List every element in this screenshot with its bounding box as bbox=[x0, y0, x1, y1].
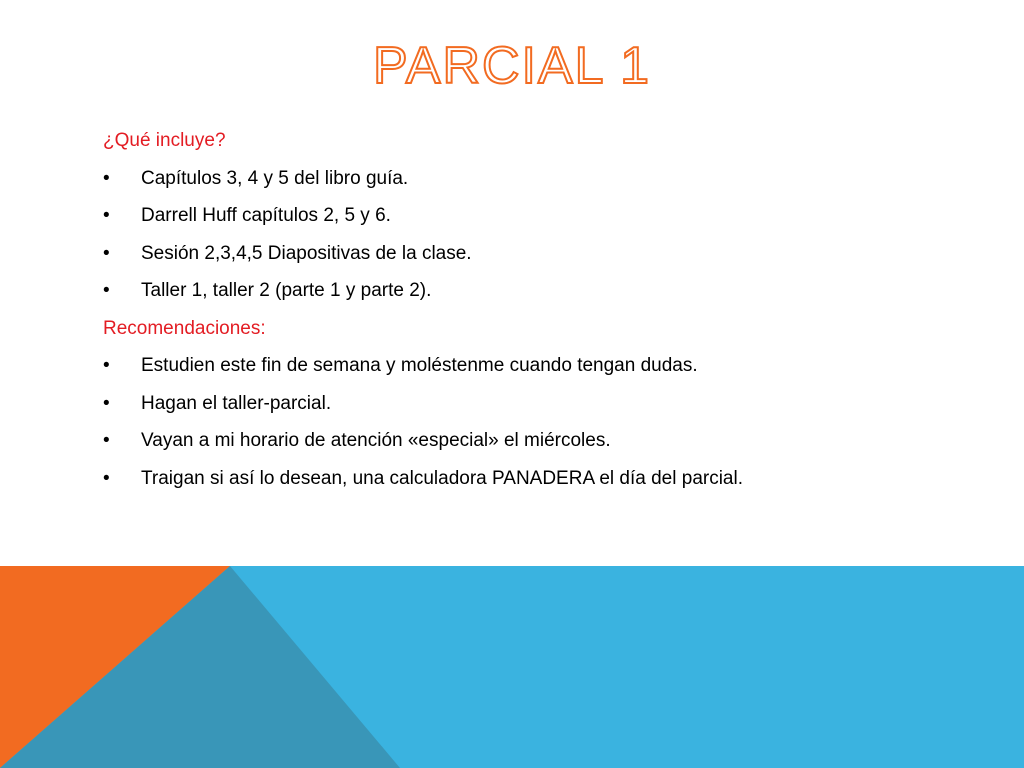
slide-content bbox=[103, 126, 963, 501]
bullet-icon: • bbox=[103, 355, 110, 376]
list-item bbox=[103, 164, 963, 202]
footer-decoration bbox=[0, 566, 1024, 768]
bullet-icon: • bbox=[103, 430, 110, 451]
bullet-list-recommendations bbox=[103, 351, 963, 501]
list-item-text: Hagan el taller-parcial. bbox=[141, 392, 332, 414]
section-heading-recommendations: Recomendaciones: bbox=[103, 317, 266, 339]
bullet-icon: • bbox=[103, 167, 110, 189]
list-item-text: Taller 1, taller 2 (parte 1 y parte 2). bbox=[141, 280, 432, 301]
list-item-text: Estudien este fin de semana y moléstenme cuando tengan dudas. bbox=[141, 355, 698, 376]
bullet-list-includes bbox=[103, 164, 963, 314]
bullet-icon: • bbox=[103, 467, 110, 489]
list-item-text: Traigan si así lo desean, una calculadora PANADERA el día del parcial. bbox=[141, 467, 743, 489]
bullet-icon: • bbox=[103, 392, 110, 414]
list-item bbox=[103, 276, 963, 314]
list-item-text: Sesión 2,3,4,5 Diapositivas de la clase. bbox=[141, 242, 472, 264]
slide-title: PARCIAL 1 bbox=[372, 37, 652, 95]
bullet-icon: • bbox=[103, 242, 110, 264]
list-item-text: Vayan a mi horario de atención «especial» el miércoles. bbox=[141, 430, 611, 451]
list-item-text: Darrell Huff capítulos 2, 5 y 6. bbox=[141, 205, 391, 226]
list-item bbox=[103, 201, 963, 239]
list-item bbox=[103, 426, 963, 464]
list-item-text: Capítulos 3, 4 y 5 del libro guía. bbox=[141, 167, 409, 189]
section-heading-includes: ¿Qué incluye? bbox=[103, 130, 226, 151]
list-item bbox=[103, 351, 963, 389]
list-item bbox=[103, 239, 963, 277]
list-item bbox=[103, 464, 963, 502]
footer-shapes bbox=[0, 566, 1024, 768]
bullet-icon: • bbox=[103, 280, 110, 301]
bullet-icon: • bbox=[103, 205, 110, 226]
list-item bbox=[103, 389, 963, 427]
